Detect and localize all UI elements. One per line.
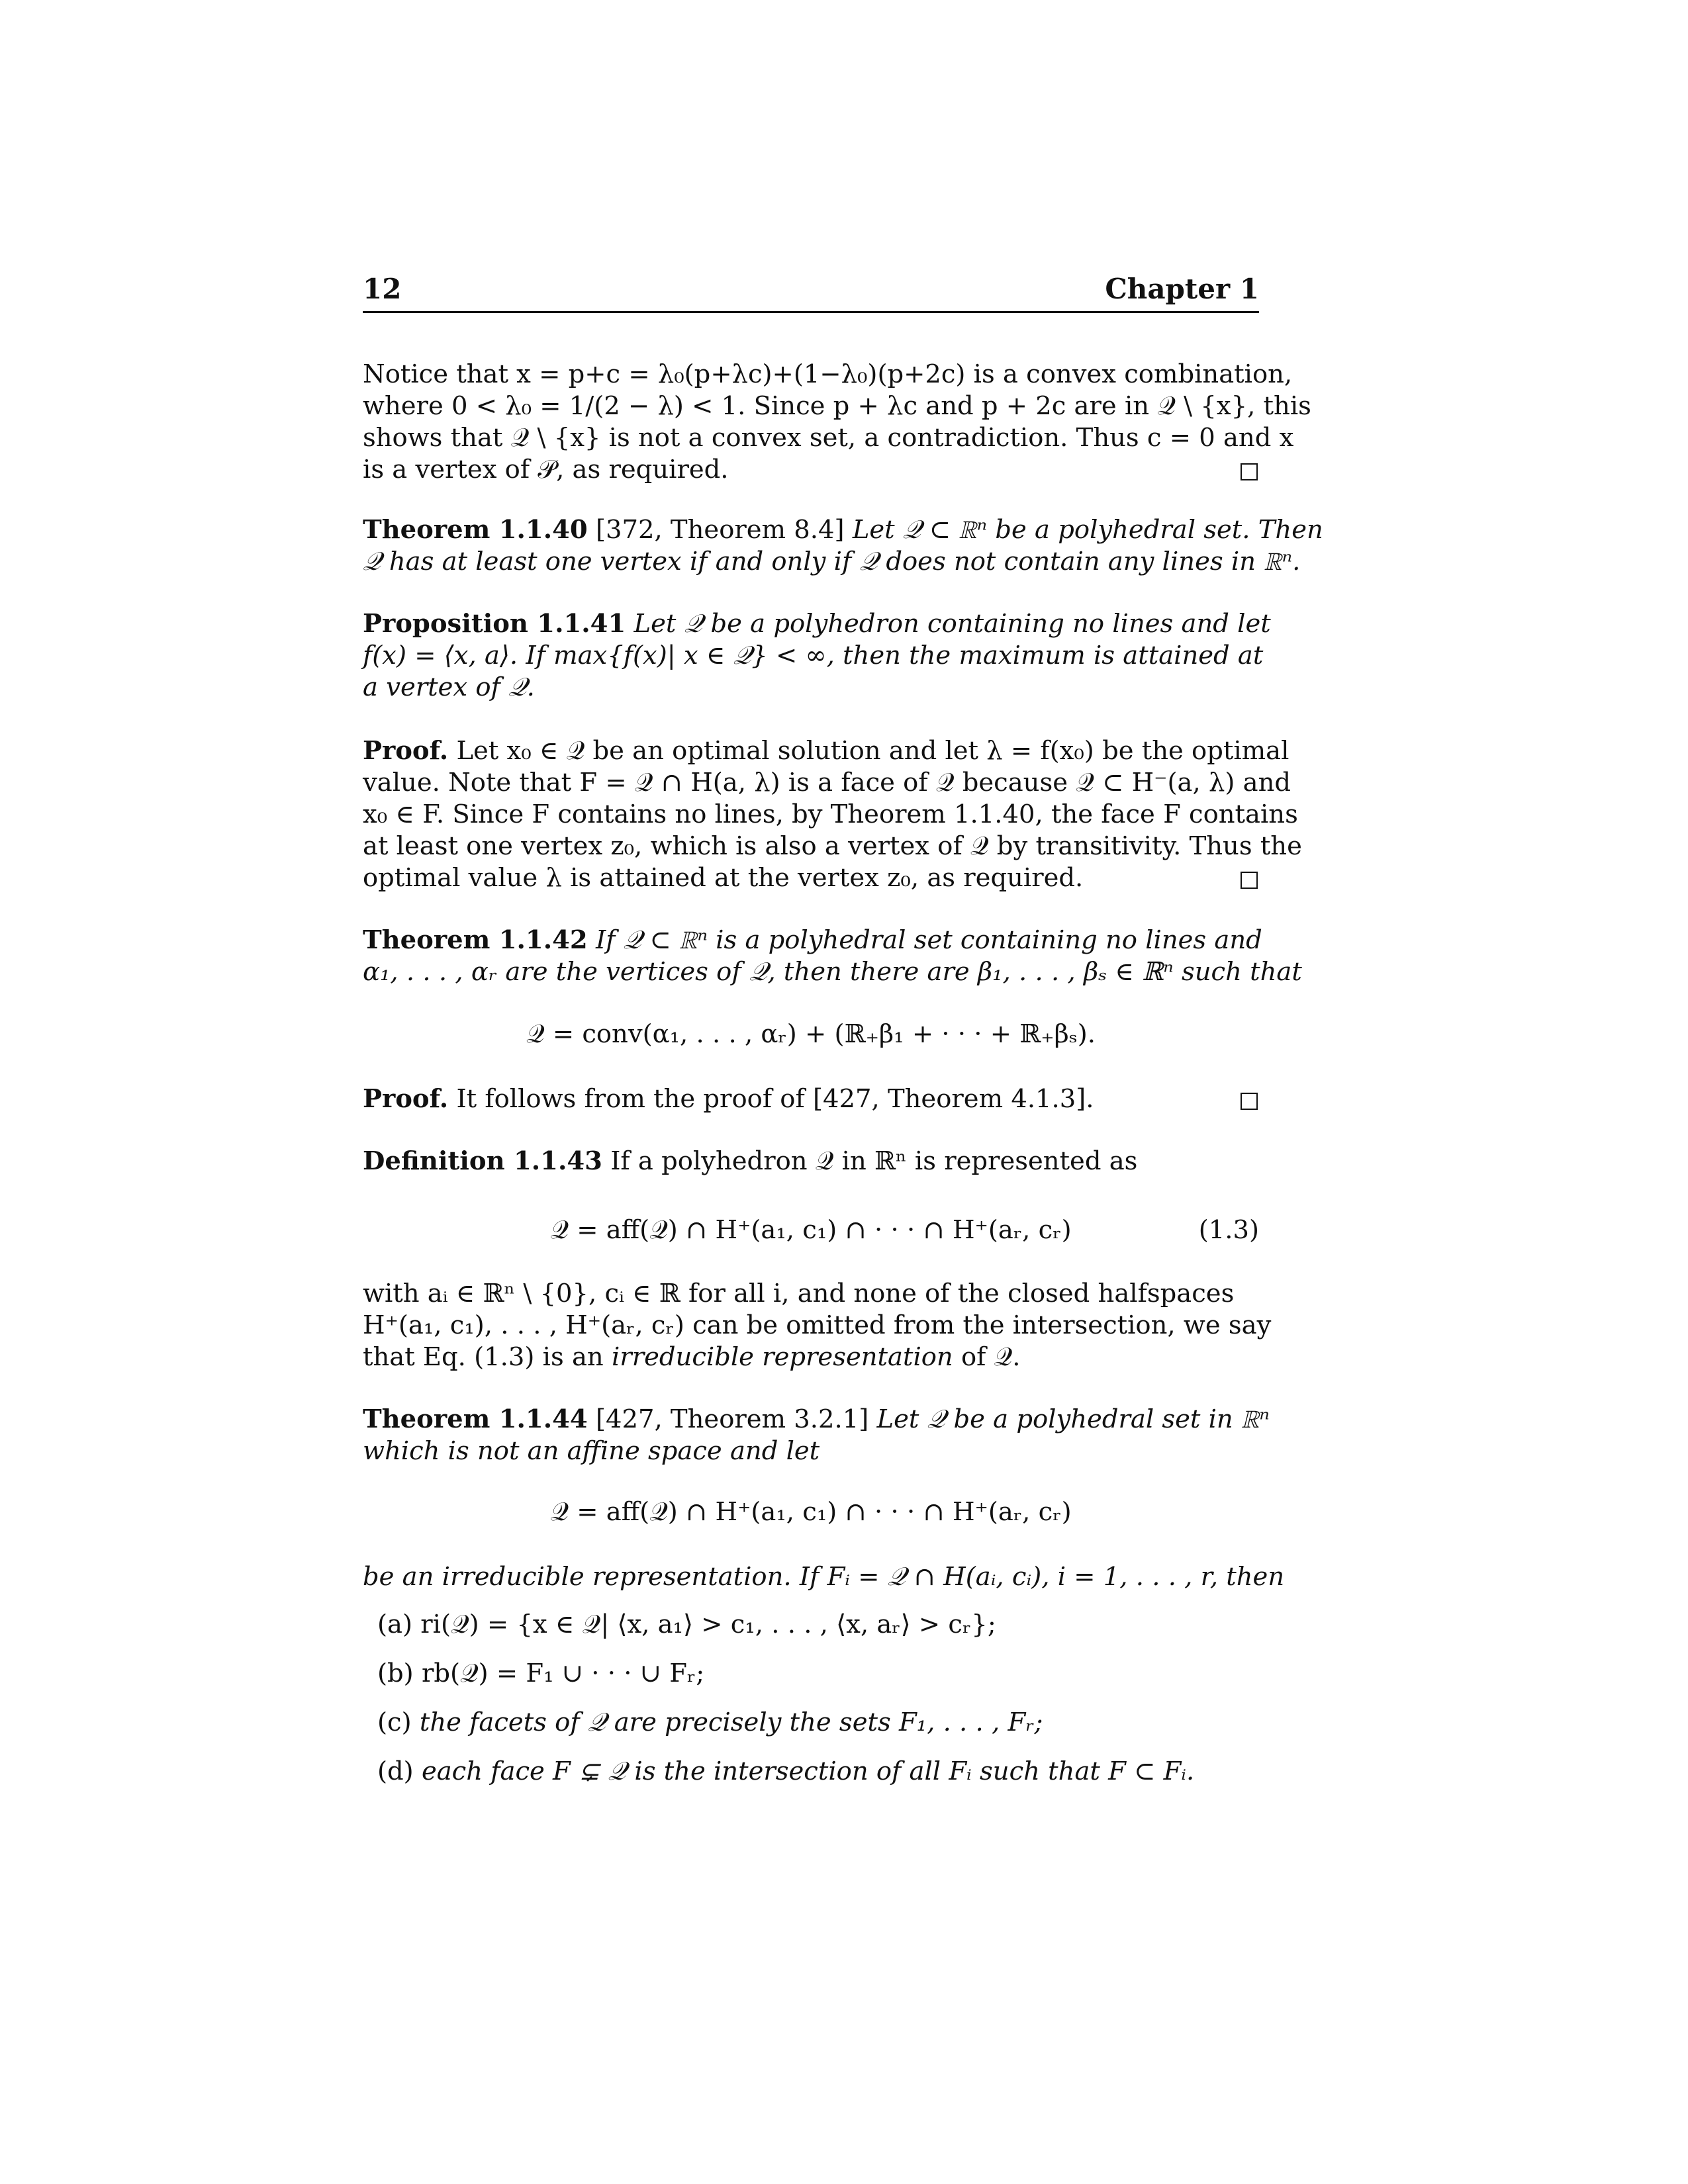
proof-text: at least one vertex z₀, which is also a vertex of 𝒬 by transitivity. Thus the bbox=[363, 831, 1302, 861]
citation: [372, Theorem 8.4] bbox=[595, 515, 845, 545]
theorem-text: which is not an affine space and let bbox=[363, 1436, 820, 1466]
citation: [427, Theorem 3.2.1] bbox=[595, 1404, 869, 1434]
proposition-text: f(x) = ⟨x, a⟩. If max{f(x)| x ∈ 𝒬} < ∞, then the maximum is attained at bbox=[363, 641, 1264, 670]
text-line: is a vertex of 𝒫, as required. bbox=[363, 455, 729, 484]
theorem-text: α₁, . . . , αᵣ are the vertices of 𝒬, then there are β₁, . . . , βₛ ∈ ℝⁿ such that bbox=[363, 957, 1302, 987]
theorem-label: Theorem 1.1.42 bbox=[363, 925, 588, 955]
proposition-label: Proposition 1.1.41 bbox=[363, 609, 626, 639]
proof-label: Proof. bbox=[363, 1084, 449, 1114]
list-item bbox=[377, 1610, 996, 1639]
defined-term: irreducible representation bbox=[611, 1342, 953, 1372]
proof-text: It follows from the proof of [427, Theorem 4.1.3]. bbox=[456, 1084, 1094, 1114]
proof-text: value. Note that F = 𝒬 ∩ H(a, λ) is a face of 𝒬 because 𝒬 ⊂ H⁻(a, λ) and bbox=[363, 768, 1291, 797]
item-label: (c) bbox=[377, 1707, 412, 1737]
list-item bbox=[377, 1707, 1043, 1737]
item-label: (a) bbox=[377, 1610, 412, 1639]
definition-label: Definition 1.1.43 bbox=[363, 1146, 602, 1176]
item-text: ri(𝒬) = {x ∈ 𝒬| ⟨x, a₁⟩ > c₁, . . . , ⟨x, aᵣ⟩ > cᵣ}; bbox=[420, 1610, 996, 1639]
qed-symbol bbox=[1241, 463, 1258, 480]
qed-symbol bbox=[1241, 1093, 1258, 1110]
list-item bbox=[377, 1756, 1194, 1786]
list-item bbox=[377, 1659, 704, 1688]
theorem-text: be an irreducible representation. If Fᵢ = 𝒬 ∩ H(aᵢ, cᵢ), i = 1, . . . , r, then bbox=[363, 1562, 1285, 1592]
definition-text: that Eq. (1.3) is an bbox=[363, 1342, 604, 1372]
proposition-text: Let 𝒬 be a polyhedron containing no lines and let bbox=[633, 609, 1271, 639]
text-line: Notice that x = p+c = λ₀(p+λc)+(1−λ₀)(p+2c) is a convex combination, bbox=[363, 359, 1293, 389]
theorem-text: Let 𝒬 be a polyhedral set in ℝⁿ bbox=[876, 1404, 1270, 1434]
definition-text: of 𝒬. bbox=[961, 1342, 1021, 1372]
theorem-label: Theorem 1.1.44 bbox=[363, 1404, 588, 1434]
text-line: where 0 < λ₀ = 1/(2 − λ) < 1. Since p + λc and p + 2c are in 𝒬 \ {x}, this bbox=[363, 391, 1311, 421]
text-line: shows that 𝒬 \ {x} is not a convex set, a contradiction. Thus c = 0 and x bbox=[363, 423, 1294, 453]
proof-text: Let x₀ ∈ 𝒬 be an optimal solution and let λ = f(x₀) be the optimal bbox=[456, 736, 1289, 766]
display-equation: 𝒬 = aff(𝒬) ∩ H⁺(a₁, c₁) ∩ · · · ∩ H⁺(aᵣ, cᵣ) bbox=[550, 1497, 1072, 1527]
display-equation: 𝒬 = conv(α₁, . . . , αᵣ) + (ℝ₊β₁ + · · · + ℝ₊βₛ). bbox=[526, 1019, 1096, 1049]
equation-number: (1.3) bbox=[1198, 1215, 1259, 1245]
theorem-text: 𝒬 has at least one vertex if and only if 𝒬 does not contain any lines in ℝⁿ. bbox=[363, 547, 1301, 576]
proposition-text: a vertex of 𝒬. bbox=[363, 672, 535, 702]
qed-symbol bbox=[1241, 872, 1258, 889]
item-text: each face F ⊊ 𝒬 is the intersection of all Fᵢ such that F ⊂ Fᵢ. bbox=[421, 1756, 1195, 1786]
proof-text: optimal value λ is attained at the vertex z₀, as required. bbox=[363, 863, 1084, 893]
theorem-text: If 𝒬 ⊂ ℝⁿ is a polyhedral set containing no lines and bbox=[595, 925, 1262, 955]
theorem-text: Let 𝒬 ⊂ ℝⁿ be a polyhedral set. Then bbox=[852, 515, 1323, 545]
item-label: (d) bbox=[377, 1756, 414, 1786]
item-text: the facets of 𝒬 are precisely the sets F₁, . . . , Fᵣ; bbox=[419, 1707, 1043, 1737]
display-equation: 𝒬 = aff(𝒬) ∩ H⁺(a₁, c₁) ∩ · · · ∩ H⁺(aᵣ, cᵣ) bbox=[550, 1215, 1072, 1245]
item-label: (b) bbox=[377, 1659, 414, 1688]
proof-text: x₀ ∈ F. Since F contains no lines, by Theorem 1.1.40, the face F contains bbox=[363, 799, 1298, 829]
theorem-label: Theorem 1.1.40 bbox=[363, 515, 588, 545]
page bbox=[363, 265, 1323, 1786]
definition-text: with aᵢ ∈ ℝⁿ \ {0}, cᵢ ∈ ℝ for all i, and none of the closed halfspaces bbox=[363, 1279, 1235, 1308]
chapter-title: Chapter 1 bbox=[1105, 273, 1259, 305]
definition-text: H⁺(a₁, c₁), . . . , H⁺(aᵣ, cᵣ) can be omitted from the intersection, we say bbox=[363, 1310, 1272, 1340]
proof-label: Proof. bbox=[363, 736, 449, 766]
definition-text: If a polyhedron 𝒬 in ℝⁿ is represented as bbox=[610, 1146, 1138, 1176]
item-text: rb(𝒬) = F₁ ∪ · · · ∪ Fᵣ; bbox=[421, 1659, 705, 1688]
page-number: 12 bbox=[363, 273, 402, 305]
running-head bbox=[363, 265, 1259, 313]
